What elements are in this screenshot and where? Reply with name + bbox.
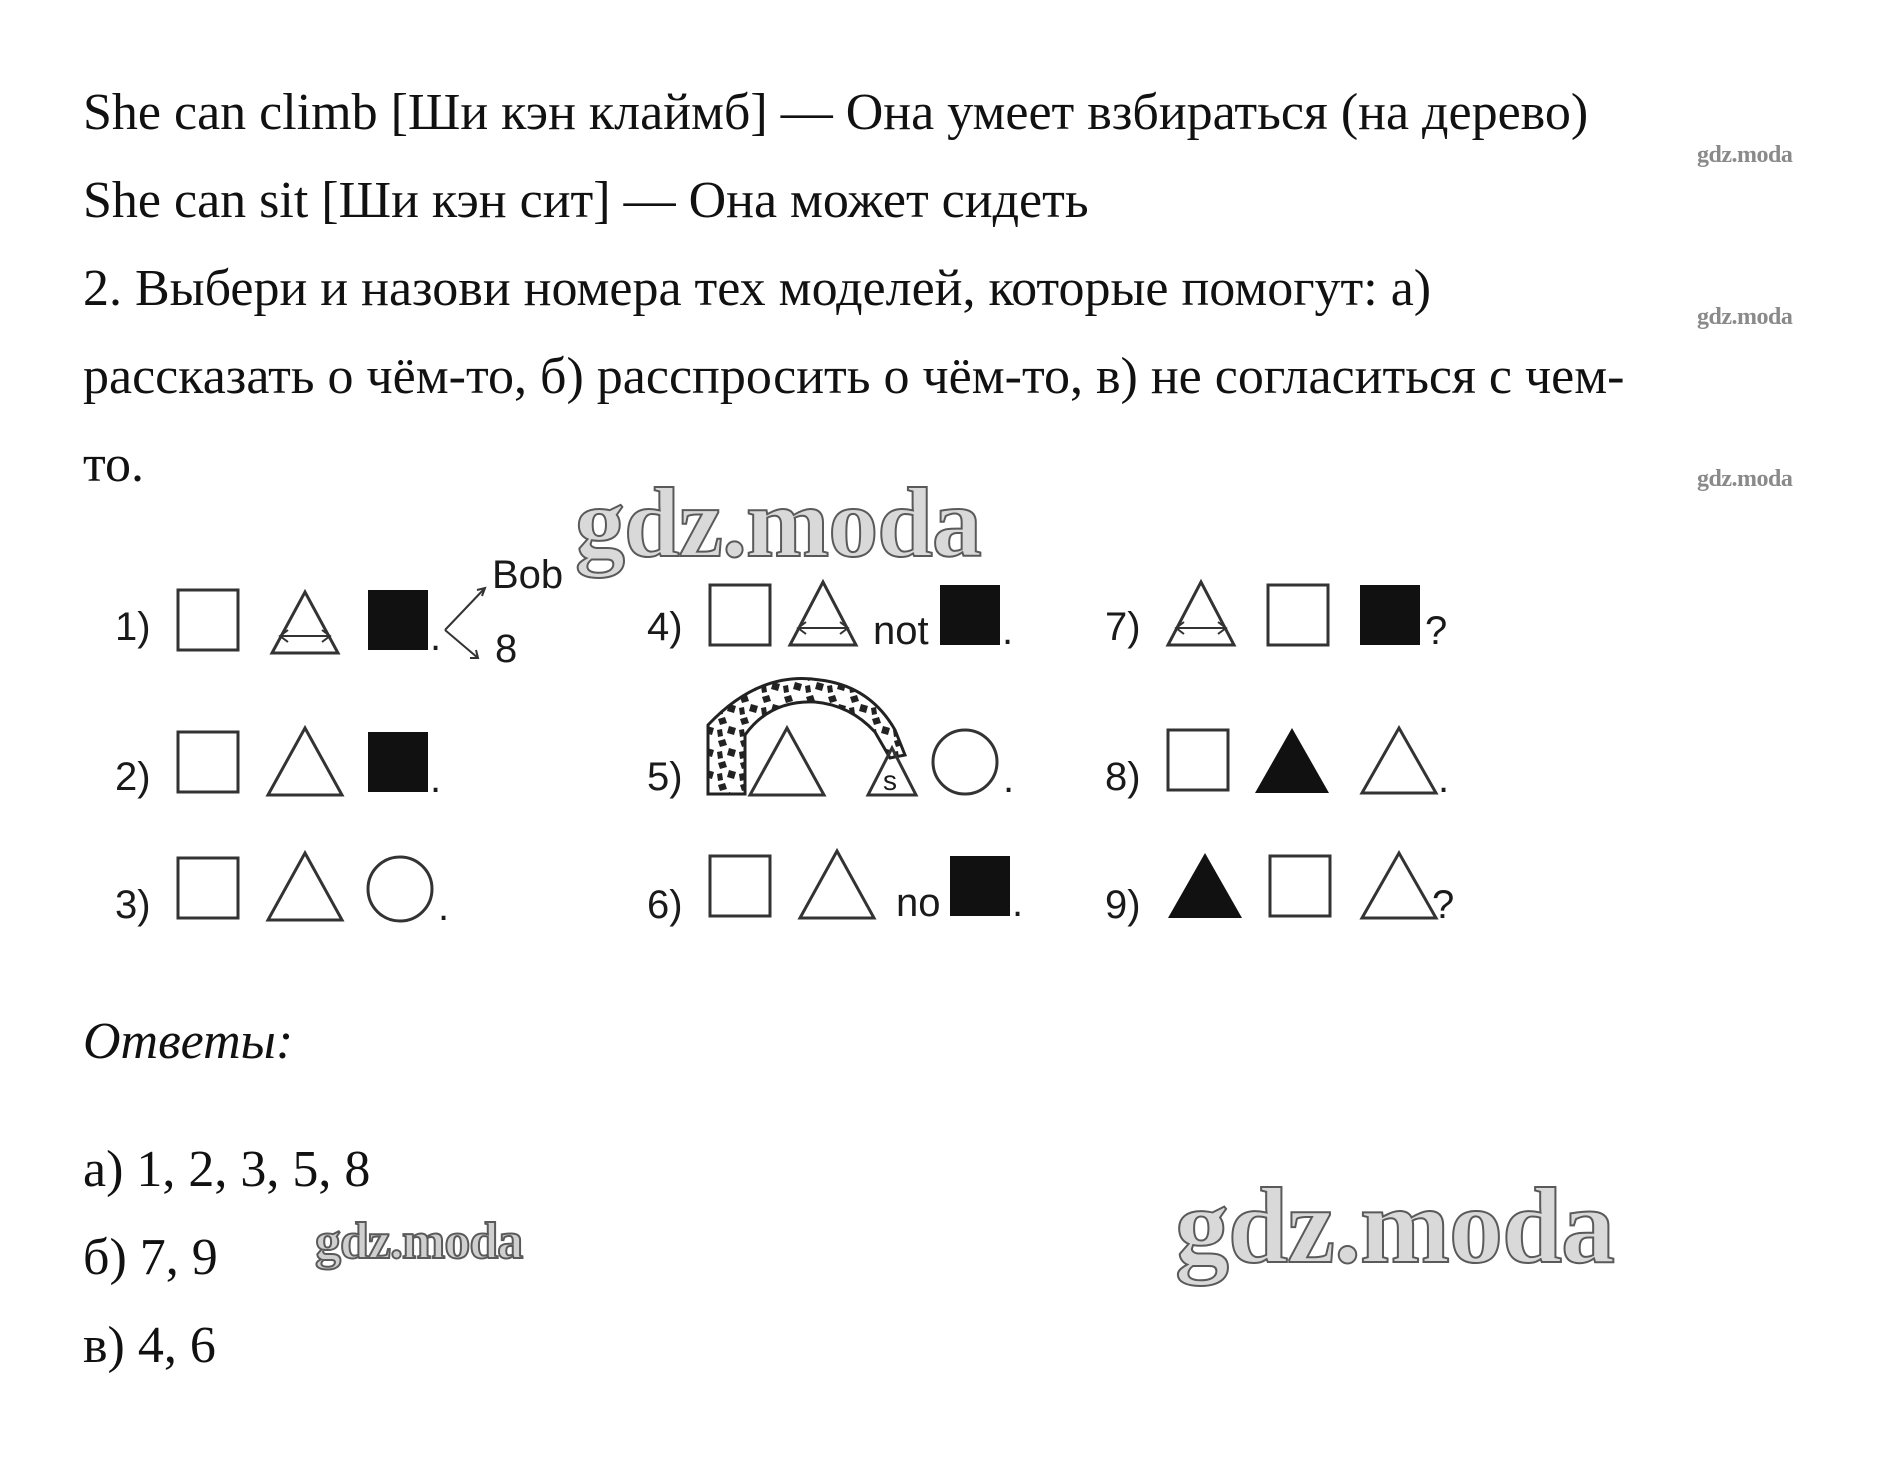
filled-triangle	[1255, 728, 1329, 793]
text-line-4: рассказать о чём-то, б) расспросить о чём-то, в) не согласиться с чем-	[83, 348, 1625, 405]
filled-square	[1360, 585, 1420, 645]
empty-square	[1268, 585, 1328, 645]
watermark-small-1: gdz.moda	[1697, 142, 1793, 168]
filled-square	[950, 856, 1010, 916]
text-line-3: 2. Выбери и назови номера тех моделей, которые помогут: а)	[83, 260, 1432, 317]
empty-triangle	[268, 728, 342, 795]
model-label-4: 4)	[647, 605, 683, 649]
answer-b: б) 7, 9	[83, 1229, 218, 1286]
triangle-with-arrow	[272, 592, 338, 653]
answer-a: а) 1, 2, 3, 5, 8	[83, 1141, 371, 1198]
not-word: not	[873, 609, 929, 653]
model-label-9: 9)	[1105, 883, 1141, 927]
watermark-large-2: gdz.moda	[1175, 1167, 1615, 1286]
no-word: no	[896, 881, 941, 925]
filled-square	[368, 732, 428, 792]
s-letter: s	[883, 765, 897, 796]
filled-triangle	[1168, 853, 1242, 918]
empty-square	[178, 858, 238, 918]
text-line-2: She can sit [Ши кэн сит] — Она может сидеть	[83, 172, 1089, 229]
filled-square	[368, 590, 428, 650]
watermark-medium: gdz.moda	[315, 1213, 523, 1270]
empty-square	[710, 585, 770, 645]
empty-square	[178, 732, 238, 792]
period: .	[438, 885, 450, 929]
speech-models-figure	[100, 540, 1500, 940]
empty-square	[178, 590, 238, 650]
empty-triangle	[268, 853, 342, 920]
model-label-2: 2)	[115, 755, 151, 799]
period: .	[1012, 881, 1024, 925]
empty-circle	[368, 857, 432, 921]
model-label-7: 7)	[1105, 605, 1141, 649]
bob-label: Bob	[492, 553, 564, 597]
model-label-5: 5)	[647, 755, 683, 799]
period: .	[430, 615, 442, 659]
model-label-3: 3)	[115, 883, 151, 927]
model-label-8: 8)	[1105, 755, 1141, 799]
question-mark: ?	[1432, 883, 1455, 927]
watermark-small-2: gdz.moda	[1697, 304, 1793, 330]
watermark-large-1: gdz.moda	[575, 467, 981, 578]
eight-label: 8	[495, 627, 518, 671]
model-label-6: 6)	[647, 883, 683, 927]
triangle-with-arrow	[1168, 582, 1234, 645]
filled-square	[940, 585, 1000, 645]
answer-c: в) 4, 6	[83, 1317, 216, 1374]
period: .	[1438, 757, 1450, 801]
empty-square	[1168, 730, 1228, 790]
giraffe-arch-icon	[708, 678, 905, 794]
text-line-5: то.	[83, 436, 145, 493]
text-line-1: She can climb [Ши кэн клаймб] — Она умеет взбираться (на дерево)	[83, 84, 1589, 141]
empty-triangle	[1362, 853, 1436, 918]
empty-triangle	[750, 728, 824, 795]
period: .	[430, 757, 442, 801]
watermark-small-3: gdz.moda	[1697, 466, 1793, 492]
question-mark: ?	[1425, 609, 1448, 653]
empty-square	[1270, 856, 1330, 916]
empty-triangle	[1362, 728, 1436, 793]
answers-title: Ответы:	[83, 1013, 294, 1070]
period: .	[1002, 609, 1014, 653]
empty-triangle	[800, 851, 874, 918]
empty-square	[710, 856, 770, 916]
model-label-1: 1)	[115, 605, 151, 649]
triangle-with-arrow	[790, 582, 856, 645]
period: .	[1003, 757, 1015, 801]
empty-circle	[933, 730, 997, 794]
